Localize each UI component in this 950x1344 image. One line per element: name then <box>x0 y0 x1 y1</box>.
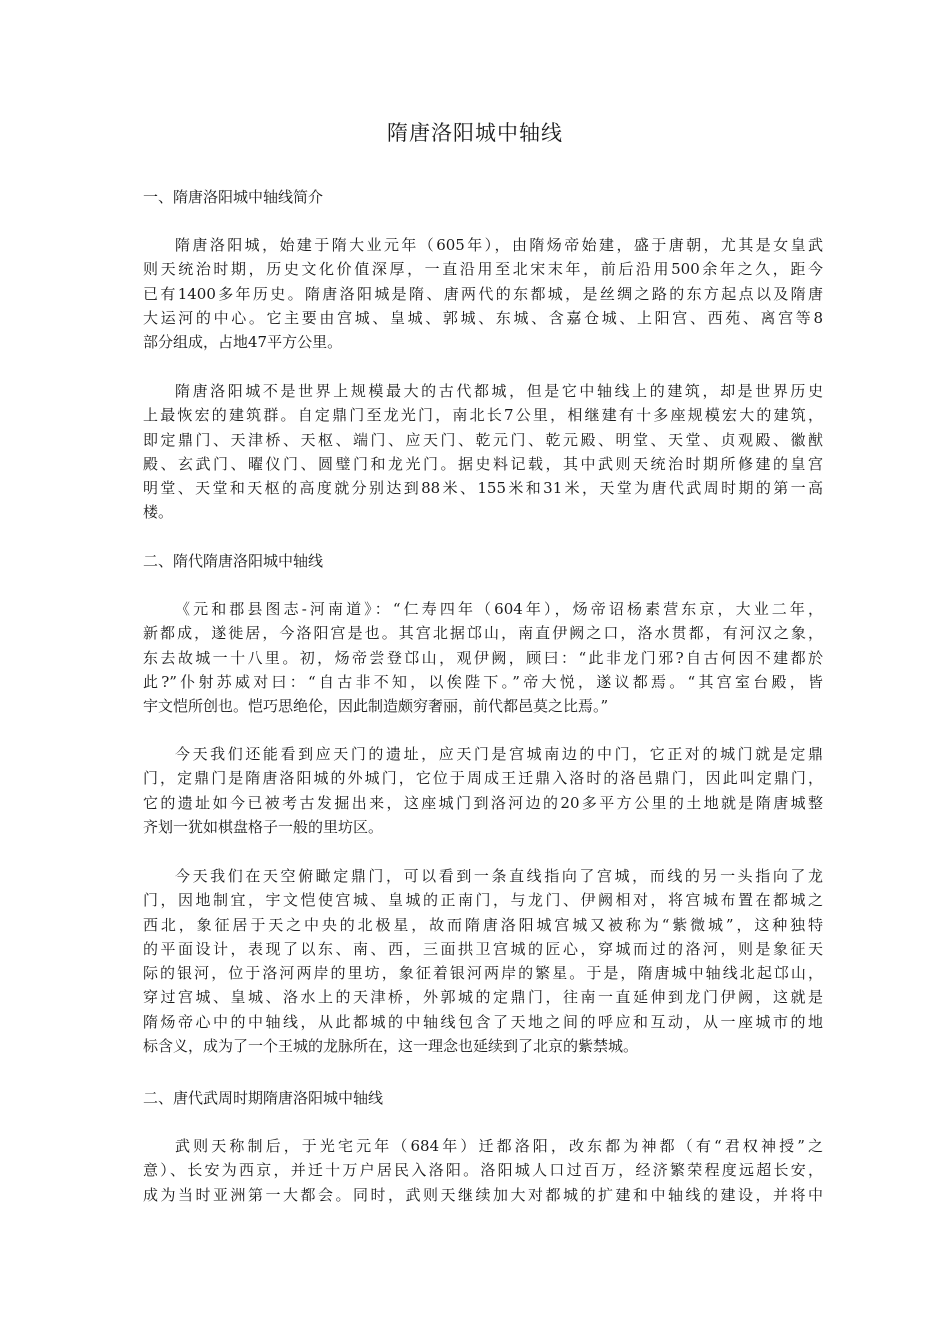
text-line: 楼。 <box>143 503 174 522</box>
section-1-paragraph-2 <box>143 379 823 525</box>
text-line: 成为当时亚洲第一大都会。同时，武则天继续加大对都城的扩建和中轴线的建设，并将中 <box>143 1185 823 1204</box>
text-line: 它的遗址如今已被考古发掘出来，这座城门到洛河边的20多平方公里的土地就是隋唐城整 <box>143 793 823 812</box>
text-line: 今天我们还能看到应天门的遗址，应天门是宫城南边的中门，它正对的城门就是定鼎 <box>175 745 823 763</box>
section-heading-2: 二、隋代隋唐洛阳城中轴线 <box>143 552 324 570</box>
text-line: 今天我们在天空俯瞰定鼎门，可以看到一条直线指向了宫城，而线的另一头指向了龙 <box>175 867 823 885</box>
text-line: 意）、长安为西京，并迁十万户居民入洛阳。洛阳城人口过百万，经济繁荣程度远超长安， <box>143 1161 823 1180</box>
text-line: 的平面设计，表现了以东、南、西，三面拱卫宫城的匠心，穿城而过的洛河，则是象征天 <box>143 939 823 958</box>
text-line: 部分组成，占地47平方公里。 <box>143 333 343 352</box>
text-line: 新都成，遂徙居，今洛阳宫是也。其宫北据邙山，南直伊阙之口，洛水贯都，有河汉之象， <box>143 624 823 643</box>
document-title: 隋唐洛阳城中轴线 <box>387 121 563 145</box>
section-2-paragraph-3 <box>143 864 823 1058</box>
text-line: 穿过宫城、皇城、洛水上的天津桥，外郭城的定鼎门，往南一直延伸到龙门伊阙，这就是 <box>143 988 823 1007</box>
text-line: 隋唐洛阳城，始建于隋大业元年（605年），由隋炀帝始建，盛于唐朝，尤其是女皇武 <box>175 236 823 254</box>
text-line: 即定鼎门、天津桥、天枢、端门、应天门、乾元门、乾元殿、明堂、天堂、贞观殿、徽猷 <box>143 430 823 449</box>
text-line: 门，因地制宜，宇文恺使宫城、皇城的正南门，与龙门、伊阙相对，将宫城布置在都城之 <box>143 891 823 910</box>
text-line: 《元和郡县图志-河南道》：“仁寿四年（604年），炀帝诏杨素营东京，大业二年， <box>175 600 823 618</box>
section-heading-1: 一、隋唐洛阳城中轴线简介 <box>143 188 324 206</box>
text-line: 隋炀帝心中的中轴线，从此都城的中轴线包含了天地之间的呼应和互动，从一座城市的地 <box>143 1012 823 1031</box>
section-3-paragraph-1 <box>143 1134 823 1207</box>
section-heading-3: 二、唐代武周时期隋唐洛阳城中轴线 <box>143 1089 384 1107</box>
section-1-paragraph-1 <box>143 233 823 354</box>
text-line: 已有1400多年历史。隋唐洛阳城是隋、唐两代的东都城，是丝绸之路的东方起点以及隋唐 <box>143 284 823 303</box>
text-line: 际的银河，位于洛河两岸的里坊，象征着银河两岸的繁星。于是，隋唐城中轴线北起邙山， <box>143 964 823 983</box>
text-line: 齐划一犹如棋盘格子一般的里坊区。 <box>143 817 384 836</box>
text-line: 此?”仆射苏威对曰：“自古非不知，以俟陛下。”帝大悦，遂议都焉。“其宫室台殿，皆 <box>143 672 823 691</box>
text-line: 大运河的中心。它主要由宫城、皇城、郭城、东城、含嘉仓城、上阳宫、西苑、离宫等8 <box>143 308 823 327</box>
text-line: 则天统治时期，历史文化价值深厚，一直沿用至北宋末年，前后沿用500余年之久，距今 <box>143 260 823 279</box>
text-line: 门，定鼎门是隋唐洛阳城的外城门，它位于周成王迁鼎入洛时的洛邑鼎门，因此叫定鼎门， <box>143 769 823 788</box>
text-line: 东去故城一十八里。初，炀帝尝登邙山，观伊阙，顾曰：“此非龙门邪?自古何因不建都於 <box>143 648 823 667</box>
section-2-paragraph-1 <box>143 597 823 718</box>
text-line: 上最恢宏的建筑群。自定鼎门至龙光门，南北长7公里，相继建有十多座规模宏大的建筑， <box>143 406 823 425</box>
text-line: 宇文恺所创也。恺巧思绝伦，因此制造颇穷奢丽，前代都邑莫之比焉。” <box>143 697 609 716</box>
text-line: 明堂、天堂和天枢的高度就分别达到88米、155米和31米，天堂为唐代武周时期的第一高 <box>143 479 823 498</box>
text-line: 隋唐洛阳城不是世界上规模最大的古代都城，但是它中轴线上的建筑，却是世界历史 <box>175 382 823 400</box>
text-line: 殿、玄武门、曜仪门、圆璧门和龙光门。据史料记载，其中武则天统治时期所修建的皇宫 <box>143 454 823 473</box>
text-line: 西北，象征居于天之中央的北极星，故而隋唐洛阳城宫城又被称为“紫微城”，这种独特 <box>143 915 823 934</box>
text-line: 标含义，成为了一个王城的龙脉所在，这一理念也延续到了北京的紫禁城。 <box>143 1037 639 1056</box>
text-line: 武则天称制后，于光宅元年（684年）迁都洛阳，改东都为神都（有“君权神授”之 <box>175 1137 823 1155</box>
section-2-paragraph-2 <box>143 742 823 839</box>
